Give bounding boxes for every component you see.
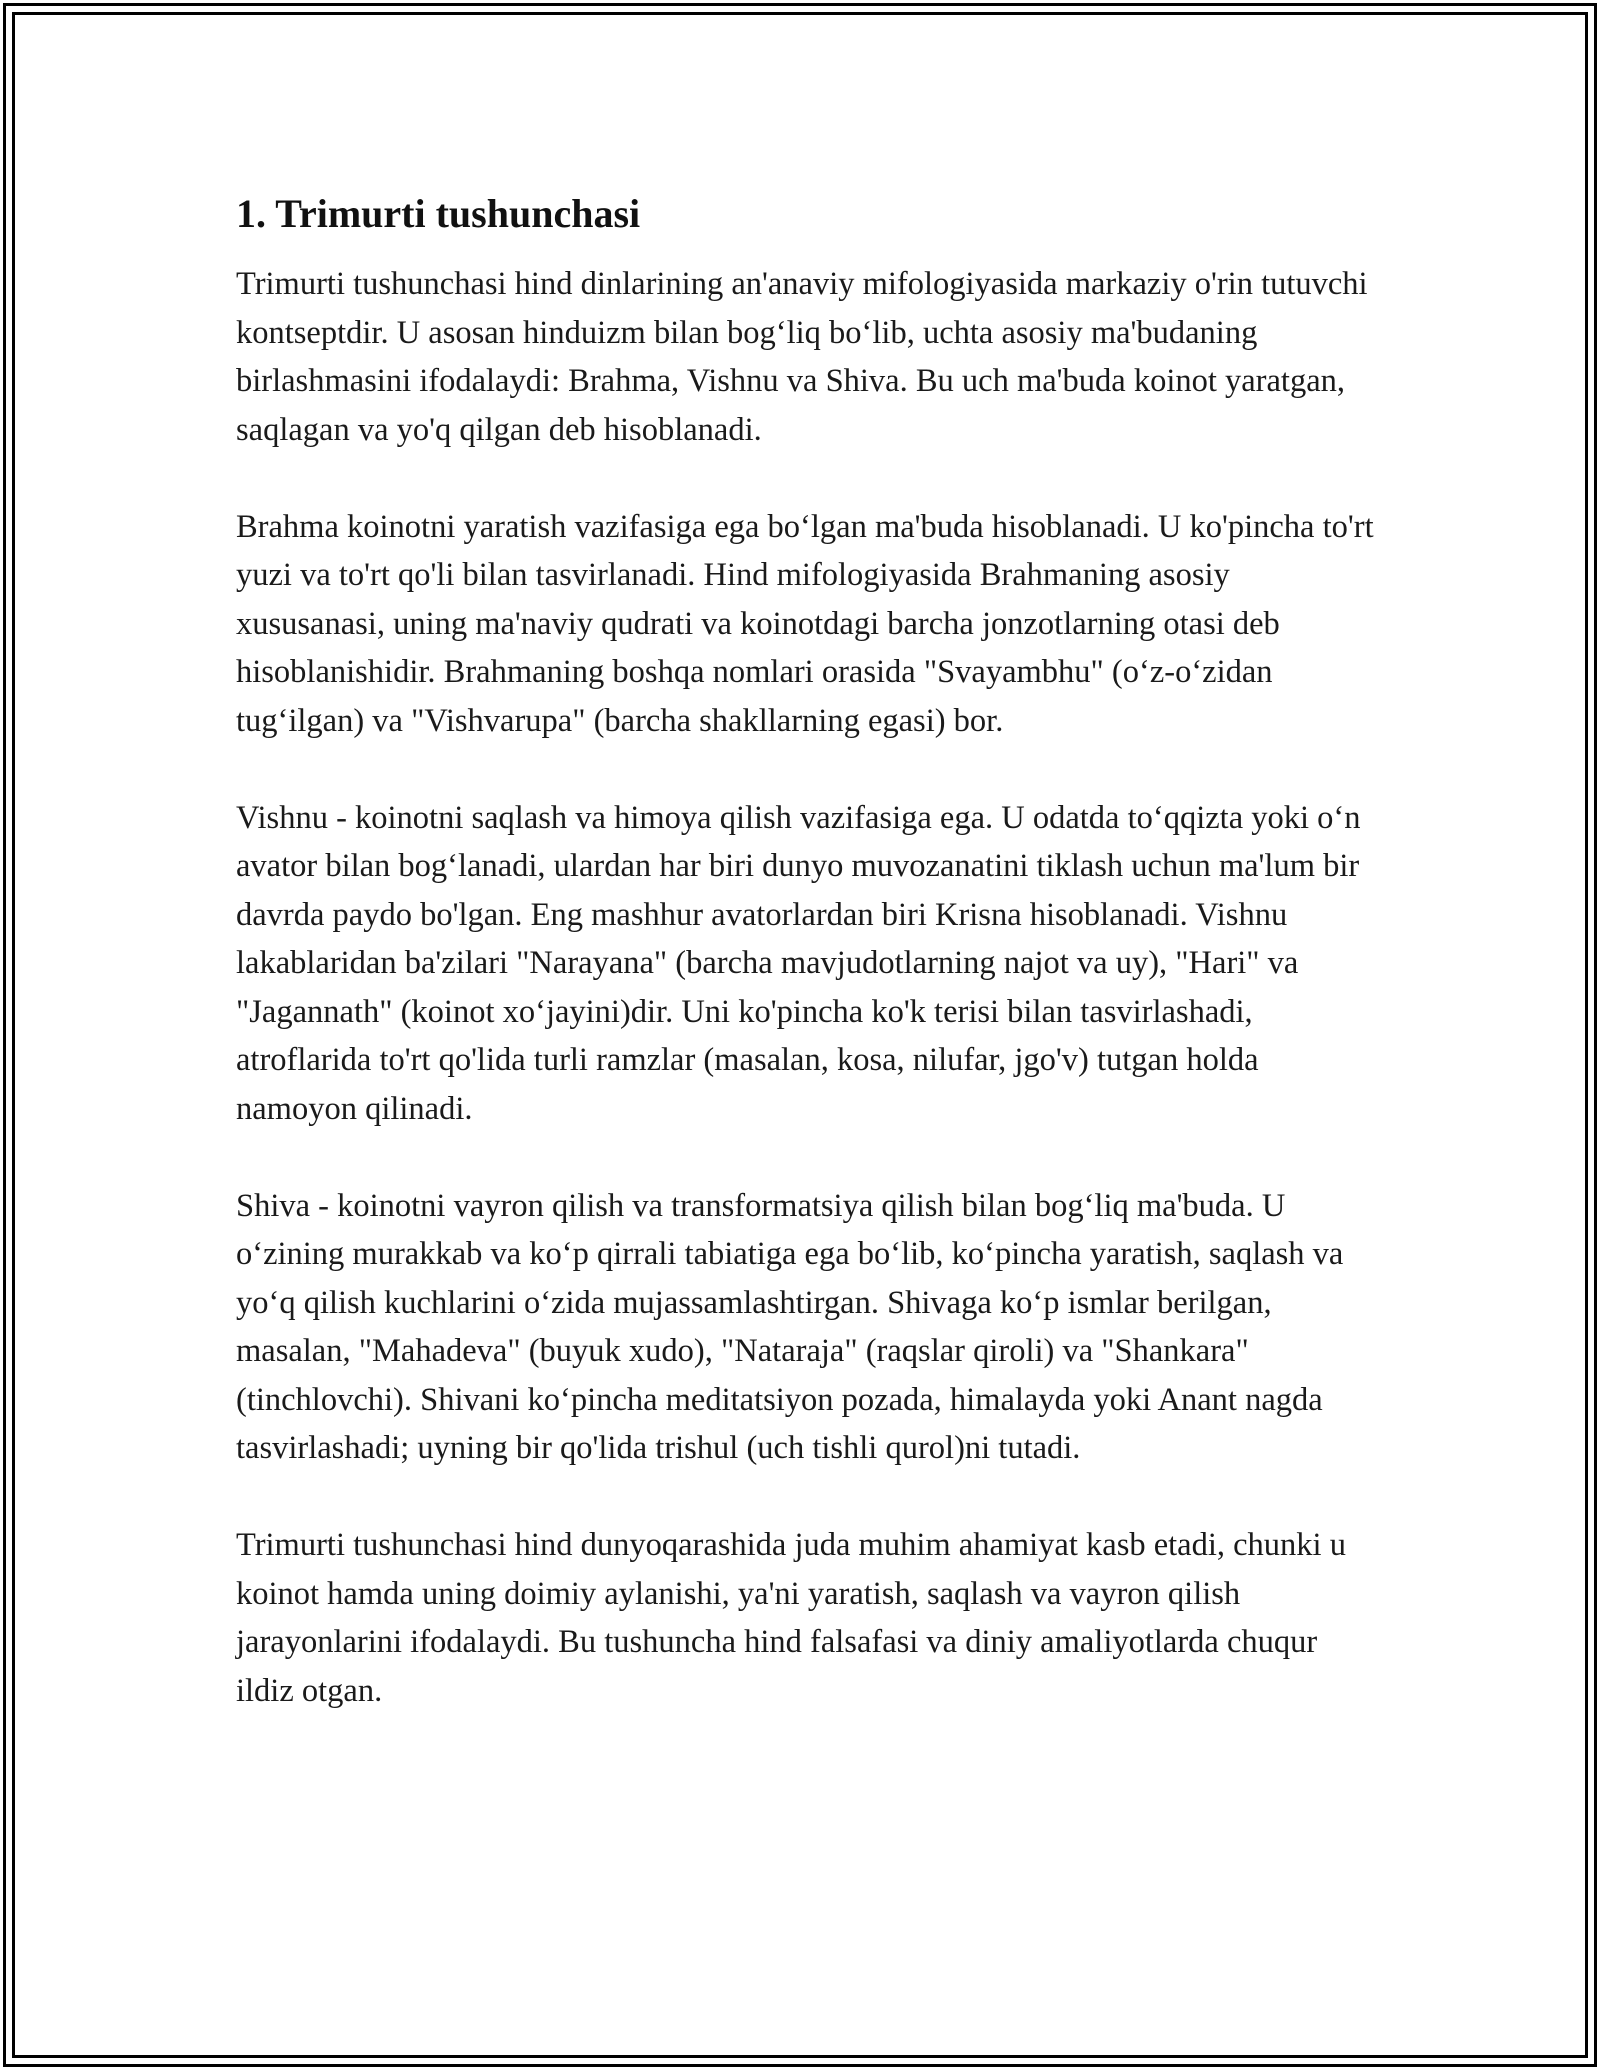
paragraph-brahma: Brahma koinotni yaratish vazifasiga ega bo‘lgan ma'buda hisoblanadi. U ko'pincha to'rt yuzi va to'rt qo'li bilan tasvirlanadi. Hind mifologiyasida Brahmaning asosiy xususanasi, uning ma'naviy qudrati va koinotdagi barcha jonzotlarning otasi deb hisoblanishidir. Brahmaning boshqa nomlari orasida "Svayambhu" (o‘z-o‘zidan tug‘ilgan) va "Vishvarupa" (barcha shakllarning egasi) bor. [236,508,1374,739]
section-heading: 1. Trimurti tushunchasi [236,191,641,236]
paragraph-vishnu: Vishnu - koinotni saqlash va himoya qilish vazifasiga ega. U odatda to‘qqizta yoki o‘n avator bilan bog‘lanadi, ulardan har biri dunyo muvozanatini tiklash uchun ma'lum bir davrda paydo bo'lgan. Eng mashhur avatorlardan biri Krisna hisoblanadi. Vishnu lakablaridan ba'zilari "Narayana" (barcha mavjudotlarning najot va uy), "Hari" va "Jagannath" (koinot xo‘jayini)dir. Uni ko'pincha ko'k terisi bilan tasvirlashadi, atroflarida to'rt qo'lida turli ramzlar (masalan, kosa, nilufar, jgo'v) tutgan holda namoyon qilinadi. [236,799,1361,1127]
document-body [236,190,1376,1715]
paragraph-conclusion: Trimurti tushunchasi hind dunyoqarashida juda muhim ahamiyat kasb etadi, chunki u koinot hamda uning doimiy aylanishi, ya'ni yaratish, saqlash va vayron qilish jarayonlarini ifodalaydi. Bu tushuncha hind falsafasi va diniy amaliyotlarda chuqur ildiz otgan. [236,1527,1346,1709]
paragraph-intro: Trimurti tushunchasi hind dinlarining an'anaviy mifologiyasida markaziy o'rin tutuvchi kontseptdir. U asosan hinduizm bilan bog‘liq bo‘lib, uchta asosiy ma'budaning birlashmasini ifodalaydi: Brahma, Vishnu va Shiva. Bu uch ma'buda koinot yaratgan, saqlagan va yo'q qilgan deb hisoblanadi. [236,266,1368,448]
paragraph-shiva: Shiva - koinotni vayron qilish va transformatsiya qilish bilan bog‘liq ma'buda. U o‘zining murakkab va ko‘p qirrali tabiatiga ega bo‘lib, ko‘pincha yaratish, saqlash va yo‘q qilish kuchlarini o‘zida mujassamlashtirgan. Shivaga ko‘p ismlar berilgan, masalan, "Mahadeva" (buyuk xudo), "Nataraja" (raqslar qiroli) va "Shankara" (tinchlovchi). Shivani ko‘pincha meditatsiyon pozada, himalayda yoki Anant nagda tasvirlashadi; uyning bir qo'lida trishul (uch tishli qurol)ni tutadi. [236,1187,1344,1466]
